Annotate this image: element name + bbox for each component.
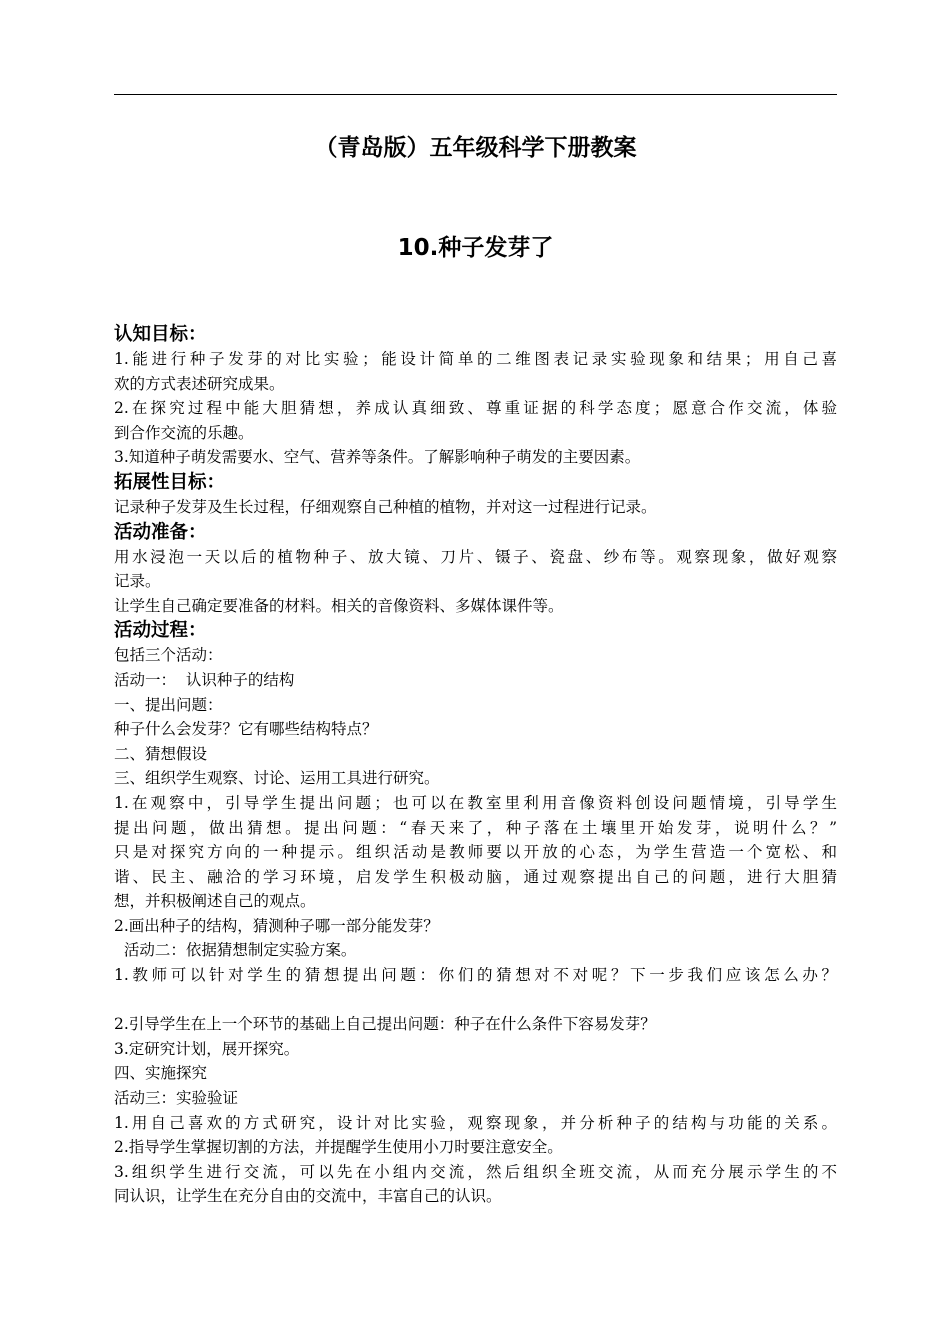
paragraph-line: 种子什么会发芽？它有哪些结构特点？	[114, 720, 378, 739]
paragraph-line: 让学生自己确定要准备的材料。相关的音像资料、多媒体课件等。	[114, 596, 564, 615]
activity-title: 活动三：实验验证	[114, 1089, 239, 1108]
paragraph-line: 2.画出种子的结构，猜测种子哪一部分能发芽？	[114, 916, 439, 935]
paragraph-line: 四、实施探究	[114, 1064, 208, 1083]
blank-line	[114, 988, 837, 1013]
document-body	[114, 322, 837, 1209]
paragraph-line: 3.知道种子萌发需要水、空气、营养等条件。了解影响种子萌发的主要因素。	[114, 448, 641, 467]
paragraph-line: 1.教师可以针对学生的猜想提出问题：你们的猜想对不对呢？下一步我们应该怎么办？	[114, 966, 837, 985]
paragraph-line: 2.引导学生在上一个环节的基础上自己提出问题：种子在什么条件下容易发芽？	[114, 1015, 656, 1034]
paragraph-line: 1.能进行种子发芽的对比实验；能设计简单的二维图表记录实验现象和结果；用自己喜	[114, 350, 837, 368]
paragraph-line: 3.组织学生进行交流，可以先在小组内交流，然后组织全班交流，从而充分展示学生的不	[114, 1162, 837, 1181]
activity-title: 活动二：依据猜想制定实验方案。	[114, 941, 357, 960]
section-heading-cognitive: 认知目标：	[114, 324, 207, 345]
paragraph-line: 2.在探究过程中能大胆猜想，养成认真细致、尊重证据的科学态度；愿意合作交流，体验	[114, 399, 837, 418]
paragraph-line: 用水浸泡一天以后的植物种子、放大镜、刀片、镊子、瓷盘、纱布等。观察现象，做好观察	[114, 547, 837, 566]
paragraph-line: 2.指导学生掌握切割的方法，并提醒学生使用小刀时要注意安全。	[114, 1138, 563, 1157]
activity-title: 活动一： 认识种子的结构	[114, 670, 295, 689]
paragraph-line: 欢的方式表述研究成果。	[114, 374, 285, 393]
paragraph-line: 1.用自己喜欢的方式研究，设计对比实验，观察现象，并分析种子的结构与功能的关系。	[114, 1113, 837, 1132]
section-heading-preparation: 活动准备：	[114, 521, 207, 543]
paragraph-line: 二、猜想假设	[114, 744, 208, 763]
section-heading-extended: 拓展性目标：	[114, 471, 226, 493]
paragraph-line: 谐、民主、融洽的学习环境，启发学生积极动脑，通过观察提出自己的问题，进行大胆猜	[114, 867, 837, 886]
paragraph-line: 到合作交流的乐趣。	[114, 423, 254, 442]
paragraph-line: 1.在观察中，引导学生提出问题；也可以在教室里利用音像资料创设问题情境，引导学生	[114, 793, 837, 812]
paragraph-line: 只是对探究方向的一种提示。组织活动是教师要以开放的心态，为学生营造一个宽松、和	[114, 843, 837, 862]
paragraph-line: 包括三个活动：	[114, 646, 223, 665]
paragraph-line: 想，并积极阐述自己的观点。	[114, 892, 316, 911]
paragraph-line: 一、提出问题：	[114, 695, 223, 714]
document-title: （青岛版）五年级科学下册教案	[314, 135, 637, 161]
paragraph-line: 三、组织学生观察、讨论、运用工具进行研究。	[114, 769, 440, 788]
paragraph-line: 记录种子发芽及生长过程，仔细观察自己种植的植物，并对这一过程进行记录。	[114, 497, 657, 516]
paragraph-line: 提出问题，做出猜想。提出问题：“春天来了，种子落在土壤里开始发芽，说明什么？”	[114, 818, 837, 837]
paragraph-line: 3.定研究计划，展开探究。	[114, 1039, 300, 1058]
paragraph-line: 同认识，让学生在充分自由的交流中，丰富自己的认识。	[114, 1187, 502, 1206]
section-heading-process: 活动过程：	[114, 620, 207, 642]
lesson-title: 10.种子发芽了	[397, 235, 554, 261]
paragraph-line: 记录。	[114, 572, 161, 591]
header-rule	[114, 94, 837, 95]
